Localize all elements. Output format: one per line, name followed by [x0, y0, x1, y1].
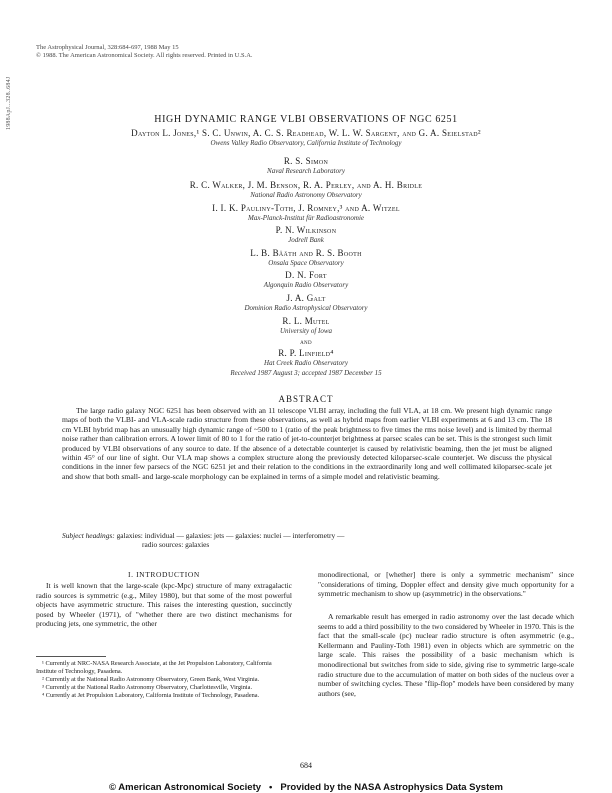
affiliation-line: Jodrell Bank — [288, 236, 324, 244]
footnote: ² Currently at the National Radio Astronomy Observatory, Green Bank, West Virginia. — [42, 676, 260, 683]
affiliation-line: University of Iowa — [279, 327, 333, 335]
author-line: J. A. Galt — [286, 293, 326, 303]
footnote: ¹ Currently at NRC-NASA Research Associate, at the Jet Propulsion Laboratory, California Institute of Technology, Pasadena. — [36, 660, 272, 675]
bibcode-stamp: 1988ApJ...328..684J — [6, 76, 12, 130]
affiliation-line: Hat Creek Radio Observatory — [264, 359, 348, 367]
journal-citation: The Astrophysical Journal, 328:684-697, 1988 May 15 — [36, 44, 179, 51]
affiliation-line: Owens Valley Radio Observatory, California Institute of Technology — [210, 139, 402, 147]
footer-separator: • — [269, 782, 273, 793]
author-line: I. I. K. Pauliny-Toth, J. Romney,³ and A. Witzel — [212, 203, 400, 213]
subject-headings-line: radio sources: galaxies — [142, 540, 210, 550]
footnote: ⁴ Currently at Jet Propulsion Laboratory, California Institute of Technology, Pasadena. — [42, 692, 260, 699]
affiliation-line: Max-Planck-Institut für Radioastronomie — [248, 214, 364, 222]
footer-banner — [0, 782, 612, 793]
author-line: P. N. Wilkinson — [275, 225, 337, 235]
body-paragraph: monodirectional, or [whether] there is only a symmetric mechanism" since "considerations of timing, Doppler effect and density give much opportunity for a symmetric mechanism to show up (asymmetric) in the observations." — [318, 570, 574, 599]
author-line: R. P. Linfield⁴ — [278, 348, 334, 358]
affiliation-line: Dominion Radio Astrophysical Observatory — [244, 304, 368, 312]
page-number: 684 — [300, 761, 312, 770]
author-line: D. N. Fort — [285, 270, 327, 280]
author-line: L. B. Båäth and R. S. Booth — [250, 248, 362, 258]
affiliation-line: Naval Research Laboratory — [267, 167, 345, 175]
body-paragraph: A remarkable result has emerged in radio astronomy over the last decade which seems to add a third possibility to the two considered by Wheeler in 1970. This is the fact that the small-scale (pc) nuclear radio structure is often asymmetric (e.g., Kellermann and Pauliny-Toth 1981) even in objects which are symmetric on the large scale. This raises the possibility of a basic mechanism which is monodirectional but switches from side to side, giving rise to symmetric large-scale radio structure due to the accumulation of matter on both sides of the nucleus over a number of switching cycles. These "flip-flop" models have been considered by many authors (see, — [318, 612, 574, 698]
footnote: ³ Currently at the National Radio Astronomy Observatory, Charlottesville, Virginia. — [42, 684, 253, 691]
author-and: and — [300, 337, 312, 346]
abstract-body: The large radio galaxy NGC 6251 has been observed with an 11 telescope VLBI array, including the full VLA, at 18 cm. We present high dynamic range maps of both the VLBI- and VLA-scale radio structure from these observations, as well as hybrid maps from earlier VLBI experiments at 6 and 13 cm. The 18 cm VLBI hybrid map has an unusually high dynamic range of ~500 to 1 (ratio of the peak brightness to five times the rms noise level) and is limited by thermal noise rather than calibration errors. A lower limit of 80 to 1 for the ratio of jet-to-counterjet brightness at parsec scales can be set. This is the strongest such limit produced by VLBI observations of any source to date. If the absence of a detectable counterjet is caused by relativistic beaming, then the jet must be aligned within 45° of our line of sight. Our VLA map shows a complex structure along the previously detected kiloparsec-scale counterjet. We discuss the physical conditions in the inner few parsecs of the NGC 6251 jet and their relation to the conditions in the extraordinarily long and well collimated kiloparsec-scale jet and show that both small- and large-scale morphology can be explained in terms of a simple model and relativistic beaming. — [62, 406, 552, 481]
affiliation-line: Algonquin Radio Observatory — [263, 281, 349, 289]
subject-headings — [62, 531, 552, 550]
author-line: R. C. Walker, J. M. Benson, R. A. Perley, and A. H. Bridle — [189, 180, 423, 190]
journal-copyright: © 1988. The American Astronomical Society. All rights reserved. Printed in U.S.A. — [36, 52, 253, 59]
abstract-heading: ABSTRACT — [278, 394, 334, 404]
subject-headings-line: galaxies: individual — galaxies: jets — galaxies: nuclei — interferometry — — [114, 531, 345, 540]
received-dates: Received 1987 August 3; accepted 1987 December 15 — [230, 369, 382, 377]
footer-ads-link[interactable]: Provided by the NASA Astrophysics Data System — [280, 782, 503, 793]
affiliation-line: Onsala Space Observatory — [268, 259, 344, 267]
intro-paragraph: It is well known that the large-scale (kpc-Mpc) structure of many extragalactic radio sources is symmetric (e.g., Miley 1980), but that some of the most powerful objects have asymmetric structure. This raises the interesting question, succinctly posed by Wheeler (1971), of "whether there are two distinct mechanisms for producing jets, one symmetric, the other — [36, 581, 292, 629]
author-line: R. S. Simon — [283, 156, 329, 166]
paper-title: HIGH DYNAMIC RANGE VLBI OBSERVATIONS OF NGC 6251 — [154, 114, 458, 125]
subject-headings-label: Subject headings: — [62, 531, 115, 540]
section-heading: I. INTRODUCTION — [128, 570, 200, 579]
footnote-divider — [36, 656, 106, 657]
footer-copyright: © American Astronomical Society — [109, 782, 262, 793]
footnotes — [36, 660, 292, 700]
author-line: R. L. Mutel — [282, 316, 330, 326]
affiliation-line: National Radio Astronomy Observatory — [250, 191, 362, 199]
author-line: Dayton L. Jones,¹ S. C. Unwin, A. C. S. Readhead, W. L. W. Sargent, and G. A. Seielstad² — [131, 128, 481, 138]
